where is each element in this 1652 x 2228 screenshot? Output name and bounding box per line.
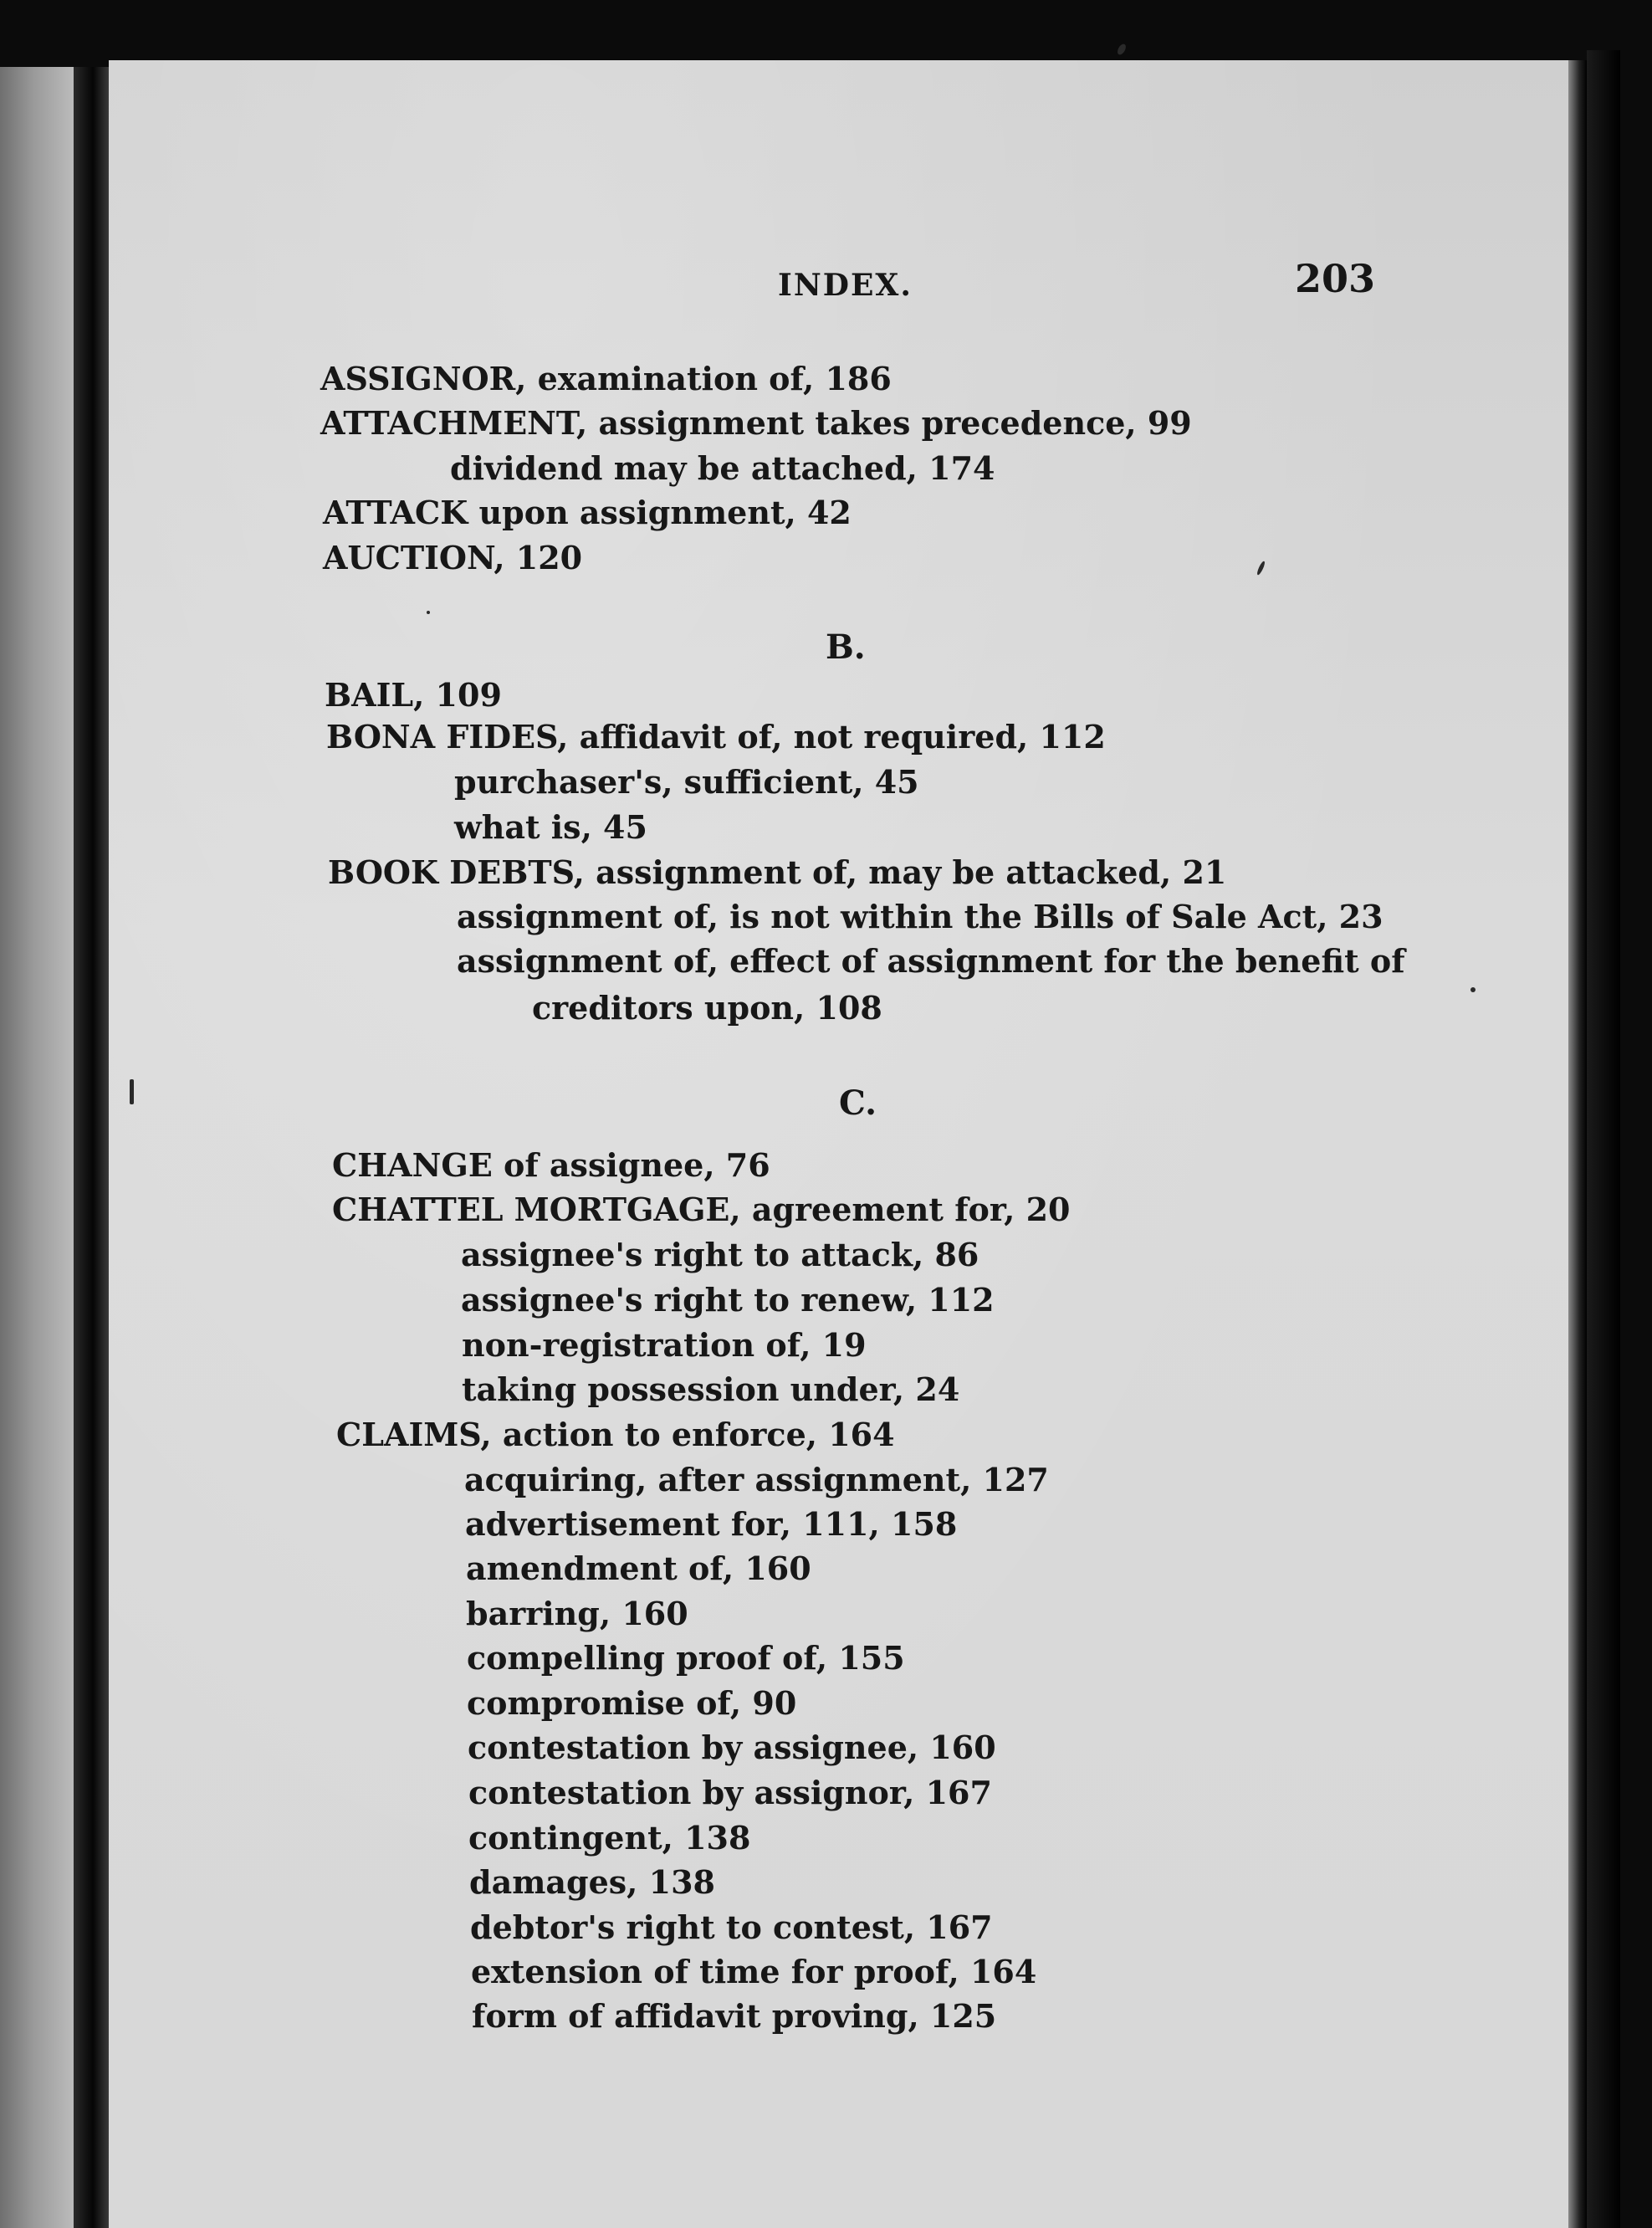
subentry-dividend: dividend may be attached, 174 <box>450 449 995 487</box>
entry-head: CHANGE <box>332 1146 493 1184</box>
subentry-claims: damages, 138 <box>469 1863 715 1901</box>
section-letter-c: C. <box>839 1083 877 1123</box>
subentry-claims: form of affidavit proving, 125 <box>472 1997 997 2035</box>
entry-bail <box>325 676 502 714</box>
entry-auction <box>323 539 583 576</box>
entry-attack <box>323 494 852 531</box>
subentry-chattel: taking possession under, 24 <box>462 1370 960 1408</box>
page-number: 203 <box>1295 256 1376 301</box>
subentry-claims: compelling proof of, 155 <box>467 1639 905 1677</box>
entry-assignor <box>320 360 892 397</box>
subentry-bills-of-sale: assignment of, is not within the Bills of Sale Act, 23 <box>457 898 1383 935</box>
entry-change <box>332 1146 770 1184</box>
subentry-chattel: assignee's right to renew, 112 <box>461 1281 995 1319</box>
subentry-purchasers: purchaser's, sufficient, 45 <box>454 763 919 801</box>
subentry-claims: barring, 160 <box>466 1595 688 1632</box>
subentry-claims: contestation by assignee, 160 <box>468 1729 996 1766</box>
entry-claims <box>336 1416 895 1453</box>
subentry-benefit-of: assignment of, effect of assignment for the benefit of <box>457 942 1405 980</box>
entry-book-debts <box>328 853 1227 891</box>
entry-head: BOOK DEBTS, <box>328 853 585 891</box>
entry-text: 109 <box>424 676 502 714</box>
entry-head: ATTACK <box>323 494 468 531</box>
page-right-edge <box>1568 60 1587 2228</box>
book-gutter <box>74 67 109 2228</box>
entry-head: BONA FIDES, <box>326 718 569 755</box>
entry-head: CHATTEL MORTGAGE, <box>332 1191 741 1228</box>
entry-attachment <box>320 404 1192 442</box>
subentry-creditors-upon: creditors upon, 108 <box>532 989 882 1027</box>
page-shadow <box>1587 50 1620 2228</box>
section-letter-b: B. <box>826 627 866 667</box>
subentry-what-is: what is, 45 <box>454 808 647 846</box>
scan-speck <box>1470 987 1476 992</box>
scan-speck <box>1116 43 1128 56</box>
subentry-claims: acquiring, after assignment, 127 <box>464 1461 1049 1498</box>
entry-head: ATTACHMENT, <box>320 404 588 442</box>
scan-speck <box>130 1079 134 1104</box>
subentry-claims: contingent, 138 <box>468 1819 751 1857</box>
entry-head: ASSIGNOR, <box>320 360 527 397</box>
entry-head: AUCTION, <box>323 539 505 576</box>
subentry-claims: advertisement for, 111, 158 <box>465 1505 958 1543</box>
entry-bona-fides <box>326 718 1106 755</box>
facing-page-edge <box>0 67 75 2228</box>
entry-head: BAIL, <box>325 676 425 714</box>
entry-text: of assignee, 76 <box>492 1146 770 1184</box>
subentry-claims: debtor's right to contest, 167 <box>470 1908 993 1946</box>
entry-text: assignment takes precedence, 99 <box>587 404 1192 442</box>
entry-text: agreement for, 20 <box>740 1191 1071 1228</box>
entry-text: upon assignment, 42 <box>468 494 852 531</box>
entry-text: 120 <box>504 539 583 576</box>
entry-chattel-mortgage <box>332 1191 1071 1228</box>
scan-speck <box>427 611 430 614</box>
running-head: INDEX. <box>778 268 913 303</box>
entry-text: examination of, 186 <box>526 360 892 397</box>
entry-text: affidavit of, not required, 112 <box>568 718 1106 755</box>
subentry-chattel: non-registration of, 19 <box>462 1326 867 1364</box>
entry-text: assignment of, may be attacked, 21 <box>584 853 1227 891</box>
subentry-chattel: assignee's right to attack, 86 <box>461 1236 979 1273</box>
subentry-claims: compromise of, 90 <box>467 1684 797 1722</box>
subentry-claims: extension of time for proof, 164 <box>471 1953 1037 1990</box>
subentry-claims: contestation by assignor, 167 <box>468 1774 992 1811</box>
subentry-claims: amendment of, 160 <box>466 1549 811 1587</box>
entry-head: CLAIMS, <box>336 1416 492 1453</box>
entry-text: action to enforce, 164 <box>491 1416 895 1453</box>
